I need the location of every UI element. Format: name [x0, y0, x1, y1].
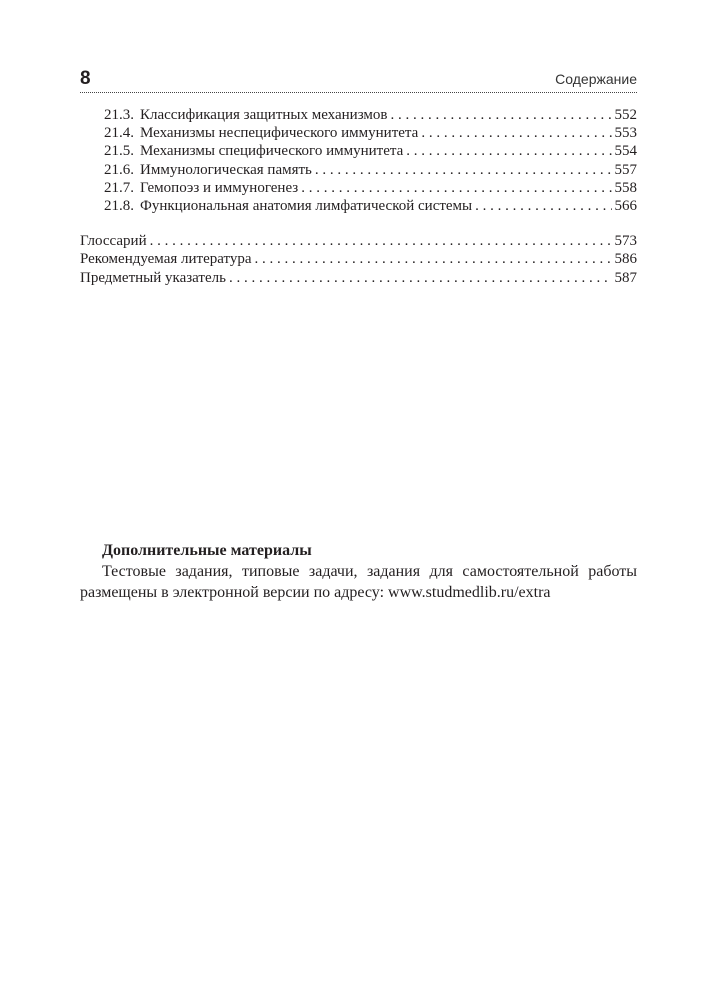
toc-entry-21-8[interactable]: [80, 197, 637, 215]
dot-leader: [301, 179, 611, 197]
additional-materials-text: Тестовые задания, типовые задачи, задания для самостоятельной работы размещены в электронной версии по адресу: www.studmedlib.ru/extra: [80, 563, 637, 601]
toc-entry-page: 552: [614, 107, 637, 123]
toc-entry-number: 21.3.: [104, 107, 134, 123]
toc-entry-page: 553: [614, 125, 637, 142]
toc-entry-title: Классификация защитных механизмов: [140, 107, 388, 123]
dot-leader: [406, 142, 611, 160]
header-dotted-rule: [80, 92, 637, 93]
toc-entry-number: 21.4.: [104, 125, 134, 142]
additional-materials-block: [80, 540, 637, 603]
toc-spacer: [80, 215, 637, 232]
toc-entry-title: Предметный указатель: [80, 269, 226, 286]
toc-entry-21-3[interactable]: [80, 106, 637, 124]
toc-entry-page: 558: [614, 179, 637, 196]
toc-entry-page: 586: [614, 251, 637, 268]
toc-entry-title: Механизмы неспецифического иммунитета: [140, 125, 419, 142]
additional-materials-heading: Дополнительные материалы: [102, 542, 312, 559]
toc-entry-title: Гемопоэз и иммуногенез: [140, 179, 299, 196]
toc-entry-title: Функциональная анатомия лимфатической системы: [140, 197, 473, 214]
toc-entry-subject-index[interactable]: [80, 269, 637, 287]
toc-entry-number: 21.8.: [104, 197, 134, 214]
dot-leader: [391, 106, 612, 124]
toc-entry-21-7[interactable]: [80, 179, 637, 197]
running-title: Содержание: [555, 71, 637, 87]
toc-entry-21-4[interactable]: [80, 124, 637, 142]
dot-leader: [475, 197, 611, 215]
toc-entry-21-6[interactable]: [80, 161, 637, 179]
dot-leader: [229, 269, 612, 287]
toc-entry-title: Рекомендуемая литература: [80, 251, 252, 268]
toc-entry-page: 566: [614, 197, 637, 214]
toc-entry-number: 21.6.: [104, 161, 134, 178]
toc-entry-page: 554: [614, 143, 637, 160]
toc-entry-title: Глоссарий: [80, 233, 147, 250]
toc-entry-title: Иммунологическая память: [140, 161, 312, 178]
toc-entry-number: 21.5.: [104, 143, 134, 160]
page-number: 8: [80, 68, 91, 89]
toc-entry-21-5[interactable]: [80, 142, 637, 160]
dot-leader: [315, 161, 612, 179]
toc-entry-page: 557: [614, 161, 637, 178]
toc-entry-title: Механизмы специфического иммунитета: [140, 143, 404, 160]
toc-entry-number: 21.7.: [104, 179, 134, 196]
dot-leader: [421, 124, 611, 142]
toc-entry-page: 587: [614, 269, 637, 286]
toc-entry-glossary[interactable]: [80, 232, 637, 250]
toc-entry-page: 573: [614, 233, 637, 250]
toc-entry-literature[interactable]: [80, 250, 637, 268]
page-header: [80, 68, 637, 90]
dot-leader: [255, 250, 612, 268]
dot-leader: [150, 232, 612, 250]
table-of-contents: [80, 106, 637, 287]
